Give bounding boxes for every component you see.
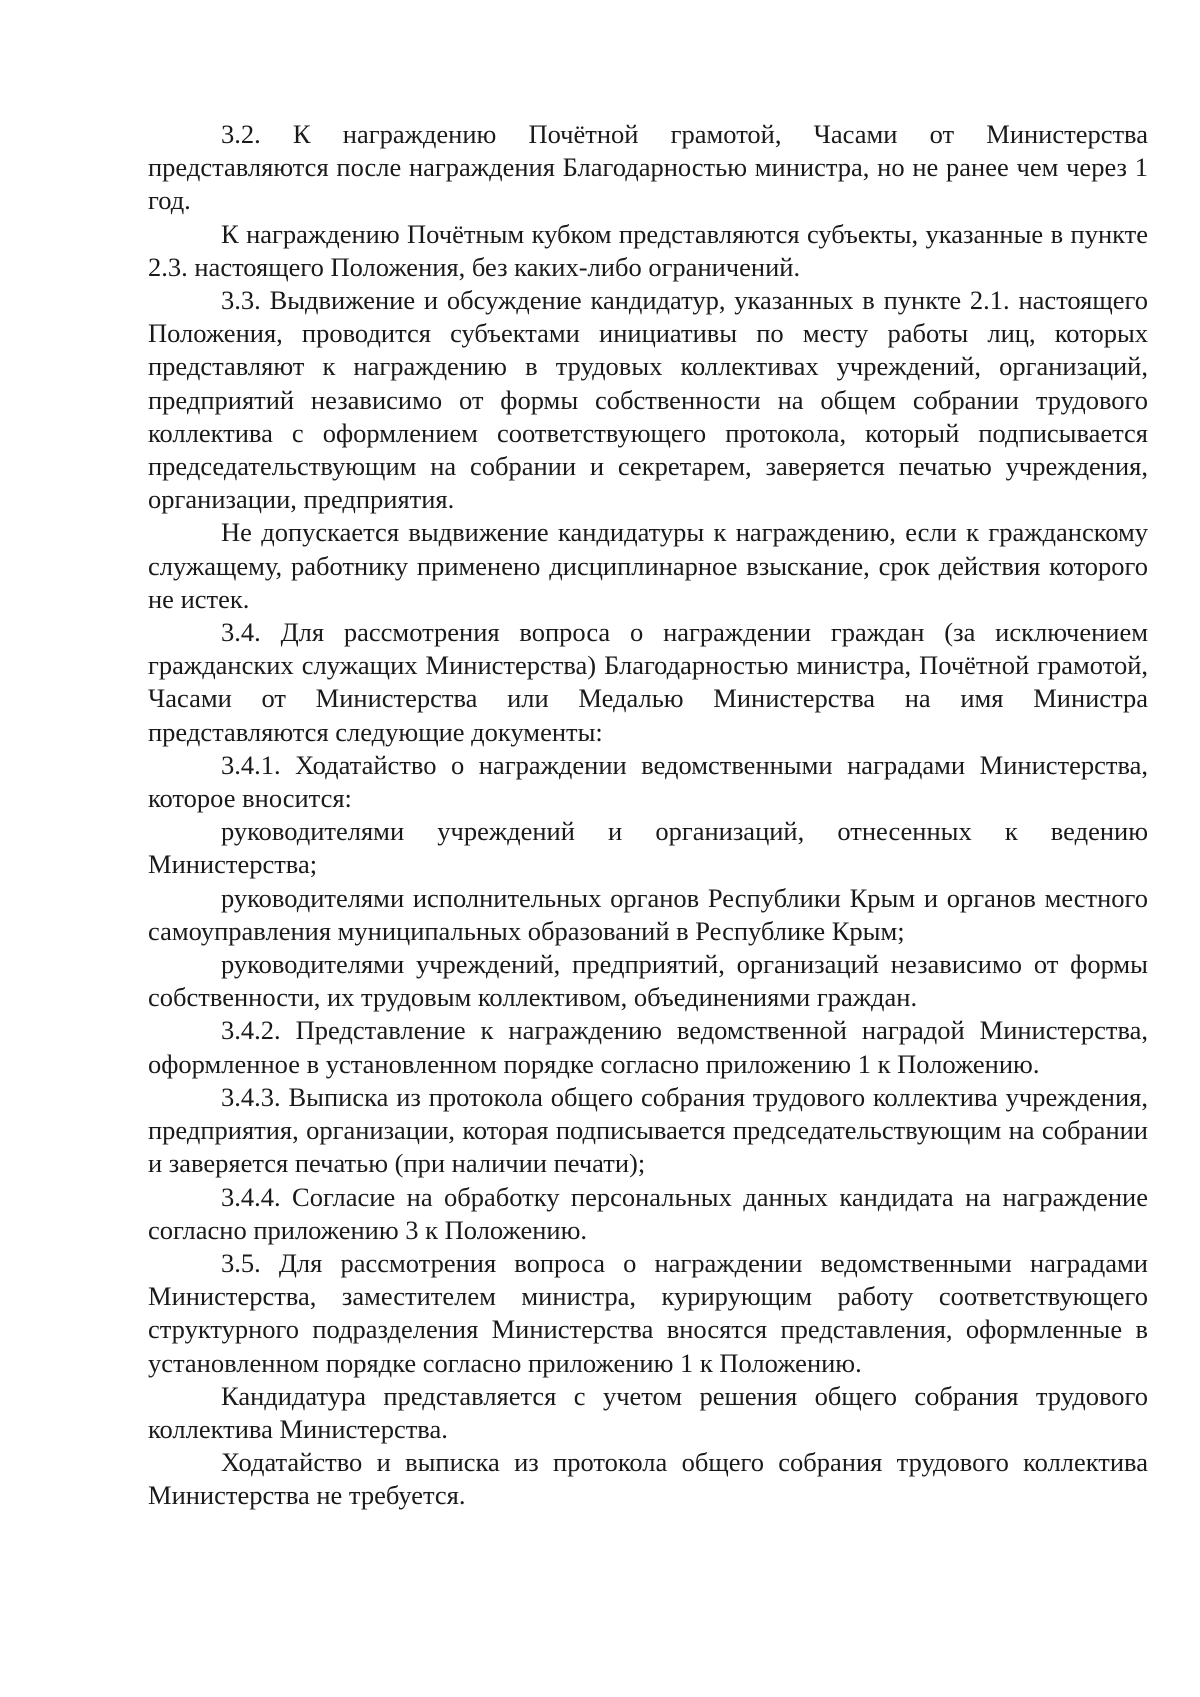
- paragraph-3-5: 3.5. Для рассмотрения вопроса о награждении ведомственными наградами Министерства, заместителем министра, курирующим работу соответствующего структурного подразделения Министерства вносятся представления, оформленные в установленном порядке согласно приложению 1 к Положению.: [148, 1247, 1148, 1378]
- paragraph-3-4: 3.4. Для рассмотрения вопроса о награждении граждан (за исключением гражданских служащих Министерства) Благодарностью министра, Почётной грамотой, Часами от Министерства или Медалью Министерства на имя Министра представляются следующие документы:: [148, 617, 1148, 747]
- paragraph-heads-enterprises: руководителями учреждений, предприятий, организаций независимо от формы собственности, их трудовым коллективом, объединениями граждан.: [148, 949, 1148, 1013]
- paragraph-cup-award: К награждению Почётным кубком представляются субъекты, указанные в пункте 2.3. настоящего Положения, без каких-либо ограничений.: [148, 218, 1148, 282]
- paragraph-3-4-4: 3.4.4. Согласие на обработку персональных данных кандидата на награждение согласно приложению 3 к Положению.: [148, 1181, 1148, 1245]
- paragraph-3-4-3: 3.4.3. Выписка из протокола общего собрания трудового коллектива учреждения, предприятия, организации, которая подписывается председательствующим на собрании и заверяется печатью (при наличии печати);: [148, 1081, 1148, 1179]
- paragraph-3-3: 3.3. Выдвижение и обсуждение кандидатур, указанных в пункте 2.1. настоящего Положения, проводится субъектами инициативы по месту работы лиц, которых представляют к награждению в трудовых коллективах учреждений, организаций, предприятий независимо от формы собственности на общем собрании трудового коллектива с оформлением соответствующего протокола, который подписывается председательствующим на собрании и секретарем, заверяется печатью учреждения, организации, предприятия.: [148, 285, 1148, 515]
- paragraph-3-4-1: 3.4.1. Ходатайство о награждении ведомственными наградами Министерства, которое вносится:: [148, 749, 1148, 814]
- paragraph-3-4-2: 3.4.2. Представление к награждению ведомственной наградой Министерства, оформленное в установленном порядке согласно приложению 1 к Положению.: [148, 1015, 1148, 1079]
- paragraph-not-required: Ходатайство и выписка из протокола общего собрания трудового коллектива Министерства не требуется.: [148, 1447, 1148, 1511]
- paragraph-heads-institutions: руководителями учреждений и организаций, отнесенных к ведению Министерства;: [148, 816, 1148, 880]
- paragraph-not-allowed: Не допускается выдвижение кандидатуры к награждению, если к гражданскому служащему, работнику применено дисциплинарное взыскание, срок действия которого не истек.: [148, 517, 1148, 614]
- paragraph-candidate: Кандидатура представляется с учетом решения общего собрания трудового коллектива Министерства.: [148, 1380, 1148, 1444]
- paragraph-3-2: 3.2. К награждению Почётной грамотой, Часами от Министерства представляются после награждения Благодарностью министра, но не ранее чем через 1 год.: [148, 119, 1148, 216]
- document-body: [148, 118, 1148, 1513]
- paragraph-heads-executive-bodies: руководителями исполнительных органов Республики Крым и органов местного самоуправления муниципальных образований в Республике Крым;: [148, 882, 1148, 946]
